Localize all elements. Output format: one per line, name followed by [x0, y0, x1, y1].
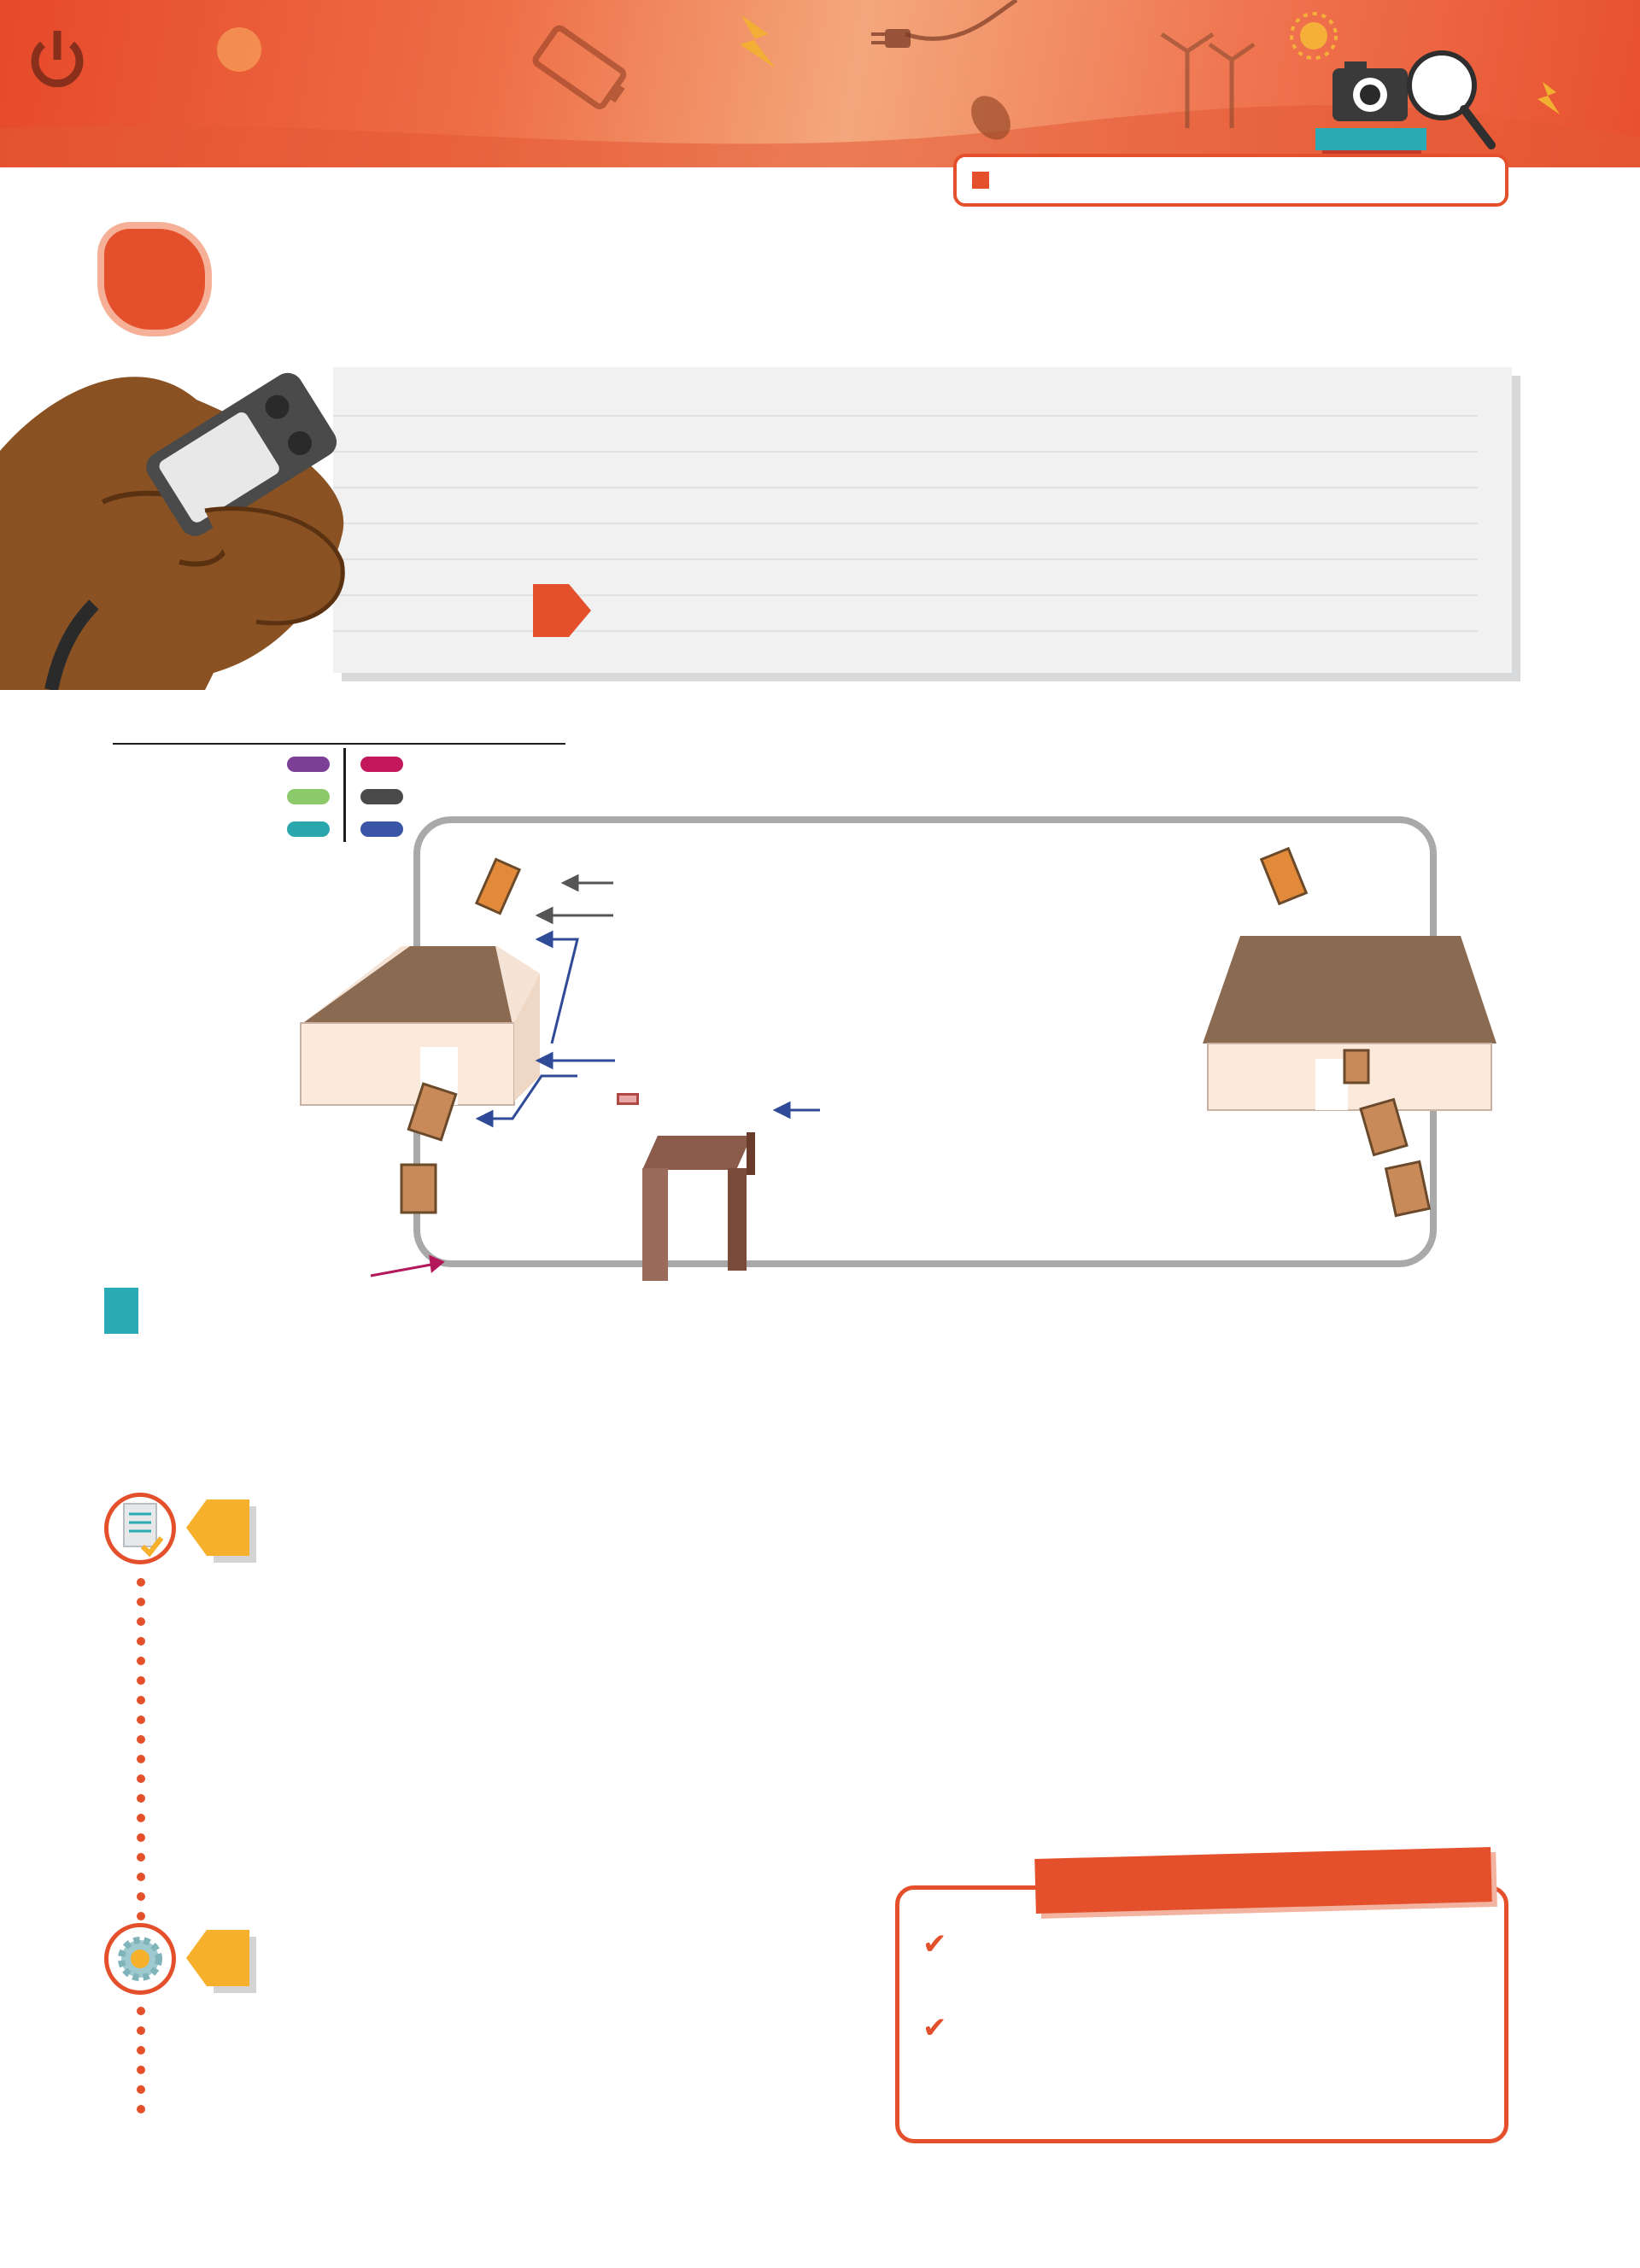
- activity-number-badge: [104, 229, 205, 330]
- wagon-counter-gate: [642, 1132, 755, 1281]
- power-icon: [35, 31, 79, 84]
- synthese-banner: [207, 1930, 249, 1986]
- doc-tag: [104, 1288, 138, 1334]
- success-criteria-box: [895, 1885, 1508, 2143]
- gear-icon: [104, 1923, 176, 1995]
- exploitation-questions: [210, 1571, 1534, 1581]
- sun-icon: [1292, 14, 1336, 58]
- hand-holding-charger-illustration: [0, 348, 359, 690]
- phenomena-arrows: [538, 876, 613, 922]
- rails-arrow: [371, 1257, 442, 1276]
- dotted-timeline: [137, 1578, 147, 1951]
- cable-icon: [905, 0, 1016, 38]
- main-question-banner: [533, 584, 569, 637]
- checkmark-icon: ✔: [922, 1927, 947, 1961]
- dotted-timeline-2: [137, 2007, 147, 2125]
- plug-icon: [871, 29, 911, 48]
- exploitation-banner: [207, 1499, 249, 1556]
- circuit-analogy-diagram: [0, 683, 1640, 1298]
- small-lightning-icon: [1538, 82, 1560, 114]
- page-header: [0, 0, 1640, 167]
- lightning-icon: [740, 15, 776, 68]
- battery-icon: [534, 26, 633, 114]
- header-decoration: [0, 0, 1640, 167]
- intro-notebook: [333, 367, 1512, 673]
- bakery-building: [301, 946, 540, 1105]
- nombre-min-box: [617, 1093, 639, 1105]
- synthese-questions: [210, 2002, 876, 2011]
- bulb-icon: [217, 27, 261, 72]
- checkmark-icon: ✔: [922, 2011, 947, 2045]
- competence-square-icon: [972, 172, 989, 189]
- competence-badge: [953, 154, 1508, 207]
- document-icon: [104, 1493, 176, 1564]
